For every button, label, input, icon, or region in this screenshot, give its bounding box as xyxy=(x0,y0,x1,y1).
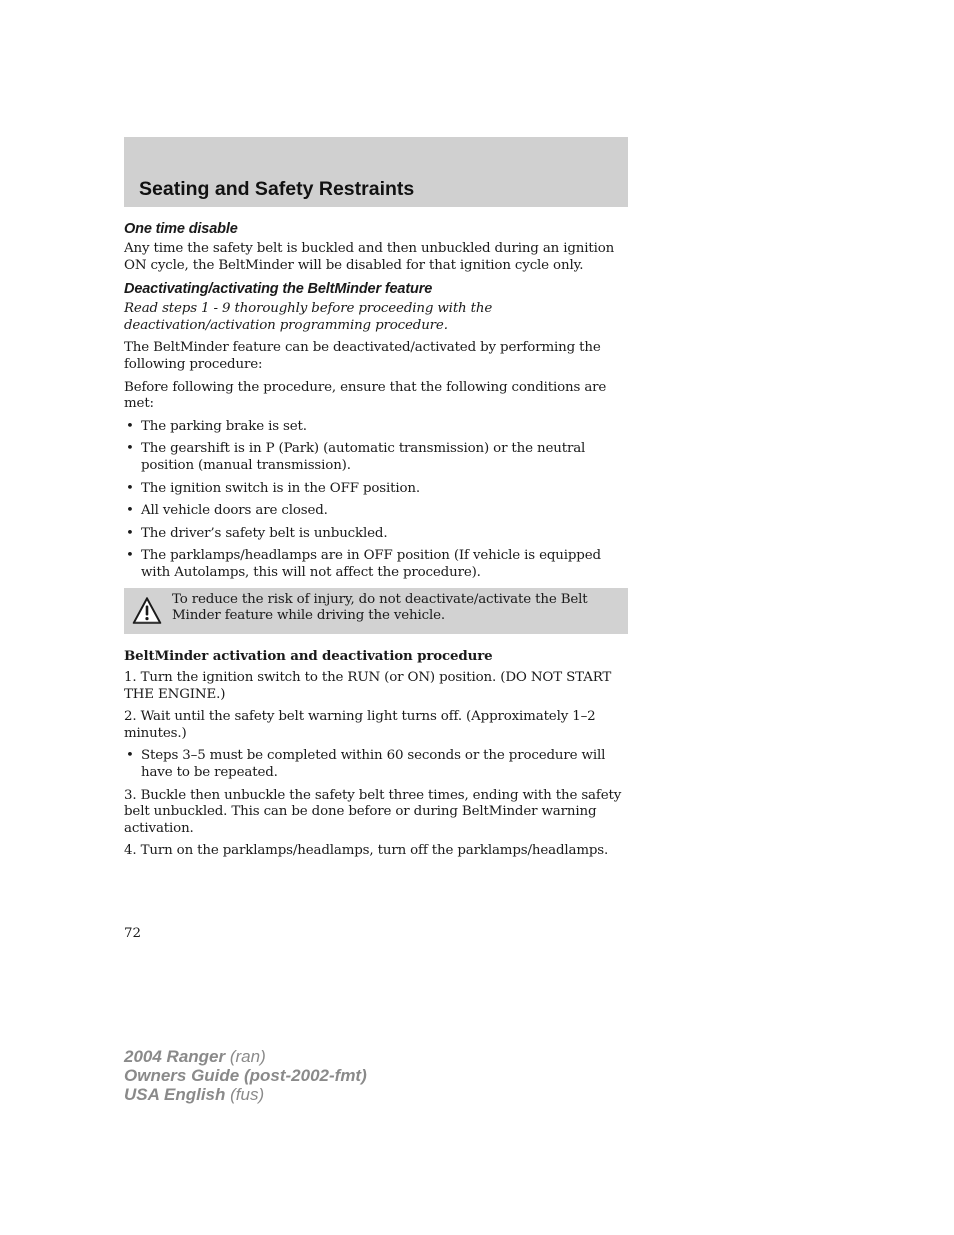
one-time-disable-heading: One time disable xyxy=(124,221,238,237)
procedure-heading: BeltMinder activation and deactivation procedure xyxy=(124,647,493,664)
warning-triangle-icon xyxy=(132,596,162,626)
list-item: • Steps 3–5 must be completed within 60 seconds or the procedure will have to be repeated. xyxy=(124,748,628,781)
deactivating-intro: The BeltMinder feature can be deactivated/activated by performing the following procedure: xyxy=(124,340,601,372)
procedure-note-list xyxy=(124,748,628,781)
warning-text: To reduce the risk of injury, do not deactivate/activate the Belt Minder feature while driving the vehicle. xyxy=(172,591,588,624)
footer-guide: Owners Guide (post-2002-fmt) xyxy=(124,1066,367,1085)
procedure-step-1: 1. Turn the ignition switch to the RUN (or ON) position. (DO NOT START THE ENGINE.) xyxy=(124,670,612,702)
section-title: Seating and Safety Restraints xyxy=(139,178,415,200)
footer-model: 2004 Ranger xyxy=(124,1047,226,1066)
list-item: • The gearshift is in P (Park) (automatic transmission) or the neutral position (manual transmission). xyxy=(124,441,628,474)
list-item: • The driver’s safety belt is unbuckled. xyxy=(124,526,628,543)
footer-line-2 xyxy=(124,1066,367,1085)
one-time-disable-body: Any time the safety belt is buckled and then unbuckled during an ignition ON cycle, the BeltMinder will be disabled for that ignition cycle only. xyxy=(124,241,615,273)
page-number: 72 xyxy=(124,926,142,941)
procedure-step-4: 4. Turn on the parklamps/headlamps, turn off the parklamps/headlamps. xyxy=(124,843,609,859)
deactivating-heading: Deactivating/activating the BeltMinder feature xyxy=(124,281,433,298)
conditions-list xyxy=(124,419,628,582)
deactivating-note: Read steps 1 - 9 thoroughly before proceeding with the deactivation/activation programming procedure. xyxy=(124,301,493,333)
footer-model-code: (ran) xyxy=(229,1047,266,1066)
document-footer xyxy=(124,1047,367,1104)
footer-language-code: (fus) xyxy=(230,1085,265,1104)
procedure-step-2: 2. Wait until the safety belt warning light turns off. (Approximately 1–2 minutes.) xyxy=(124,709,596,741)
list-item: • The parking brake is set. xyxy=(124,419,628,436)
procedure-step-3: 3. Buckle then unbuckle the safety belt three times, ending with the safety belt unbuckled. This can be done before or during BeltMinder warning activation. xyxy=(124,787,622,836)
section-header-band xyxy=(124,137,628,207)
footer-line-1 xyxy=(124,1047,367,1066)
footer-line-3 xyxy=(124,1085,367,1104)
page-content xyxy=(124,218,628,866)
list-item: • All vehicle doors are closed. xyxy=(124,503,628,520)
conditions-intro: Before following the procedure, ensure that the following conditions are met: xyxy=(124,379,607,412)
footer-language: USA English xyxy=(124,1085,226,1104)
list-item: • The ignition switch is in the OFF position. xyxy=(124,481,628,498)
warning-box xyxy=(124,588,628,634)
list-item: • The parklamps/headlamps are in OFF position (If vehicle is equipped with Autolamps, this will not affect the procedure). xyxy=(124,548,628,581)
